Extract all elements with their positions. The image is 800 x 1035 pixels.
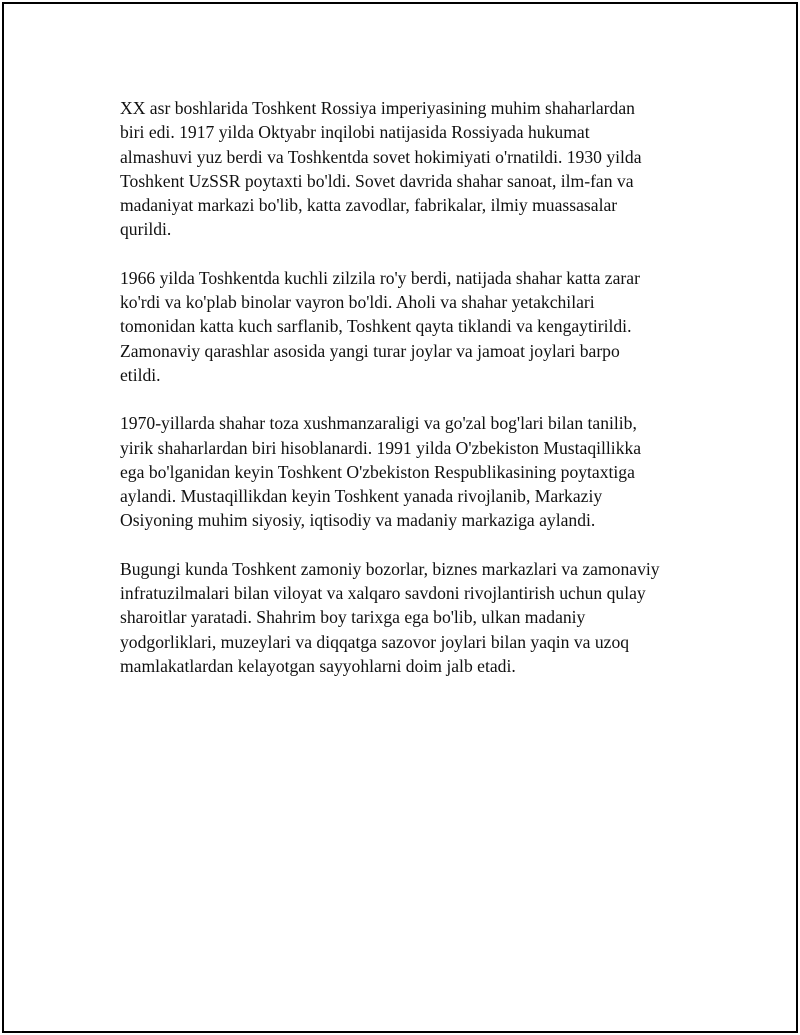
text-line: 1970-yillarda shahar toza xushmanzaraligi va go'zal bog'lari bilan tanilib,	[120, 413, 637, 434]
document-page	[2, 2, 798, 1033]
text-line: almashuvi yuz berdi va Toshkentda sovet hokimiyati o'rnatildi. 1930 yilda	[120, 146, 642, 167]
paragraph-4	[120, 557, 680, 678]
text-line: biri edi. 1917 yilda Oktyabr inqilobi natijasida Rossiyada hukumat	[120, 122, 590, 143]
text-line: etildi.	[120, 364, 161, 385]
text-line: ko'rdi va ko'plab binolar vayron bo'ldi. Aholi va shahar yetakchilari	[120, 292, 595, 313]
text-line: Toshkent UzSSR poytaxti bo'ldi. Sovet davrida shahar sanoat, ilm-fan va	[120, 170, 634, 191]
text-line: ega bo'lganidan keyin Toshkent O'zbekiston Respublikasining poytaxtiga	[120, 461, 635, 482]
text-line: aylandi. Mustaqillikdan keyin Toshkent yanada rivojlanib, Markaziy	[120, 486, 603, 507]
text-line: Zamonaviy qarashlar asosida yangi turar joylar va jamoat joylari barpo	[120, 340, 620, 361]
text-line: Osiyoning muhim siyosiy, iqtisodiy va madaniy markaziga aylandi.	[120, 510, 596, 531]
text-line: XX asr boshlarida Toshkent Rossiya imperiyasining muhim shaharlardan	[120, 98, 635, 118]
text-line: qurildi.	[120, 219, 172, 240]
text-line: mamlakatlardan kelayotgan sayyohlarni doim jalb etadi.	[120, 655, 516, 676]
text-line: yirik shaharlardan biri hisoblanardi. 1991 yilda O'zbekiston Mustaqillikka	[120, 437, 642, 458]
text-line: sharoitlar yaratadi. Shahrim boy tarixga ega bo'lib, ulkan madaniy	[120, 607, 586, 628]
paragraph-2	[120, 266, 680, 387]
document-body	[120, 96, 680, 702]
text-line: madaniyat markazi bo'lib, katta zavodlar, fabrikalar, ilmiy muassasalar	[120, 195, 618, 216]
paragraph-1	[120, 96, 680, 242]
text-line: Bugungi kunda Toshkent zamoniy bozorlar, biznes markazlari va zamonaviy	[120, 558, 660, 579]
text-line: yodgorliklari, muzeylari va diqqatga sazovor joylari bilan yaqin va uzoq	[120, 631, 630, 652]
paragraph-3	[120, 411, 680, 532]
text-line: infratuzilmalari bilan viloyat va xalqaro savdoni rivojlantirish uchun qulay	[120, 583, 646, 604]
text-line: tomonidan katta kuch sarflanib, Toshkent qayta tiklandi va kengaytirildi.	[120, 316, 632, 337]
text-line: 1966 yilda Toshkentda kuchli zilzila ro'y berdi, natijada shahar katta zarar	[120, 267, 640, 288]
